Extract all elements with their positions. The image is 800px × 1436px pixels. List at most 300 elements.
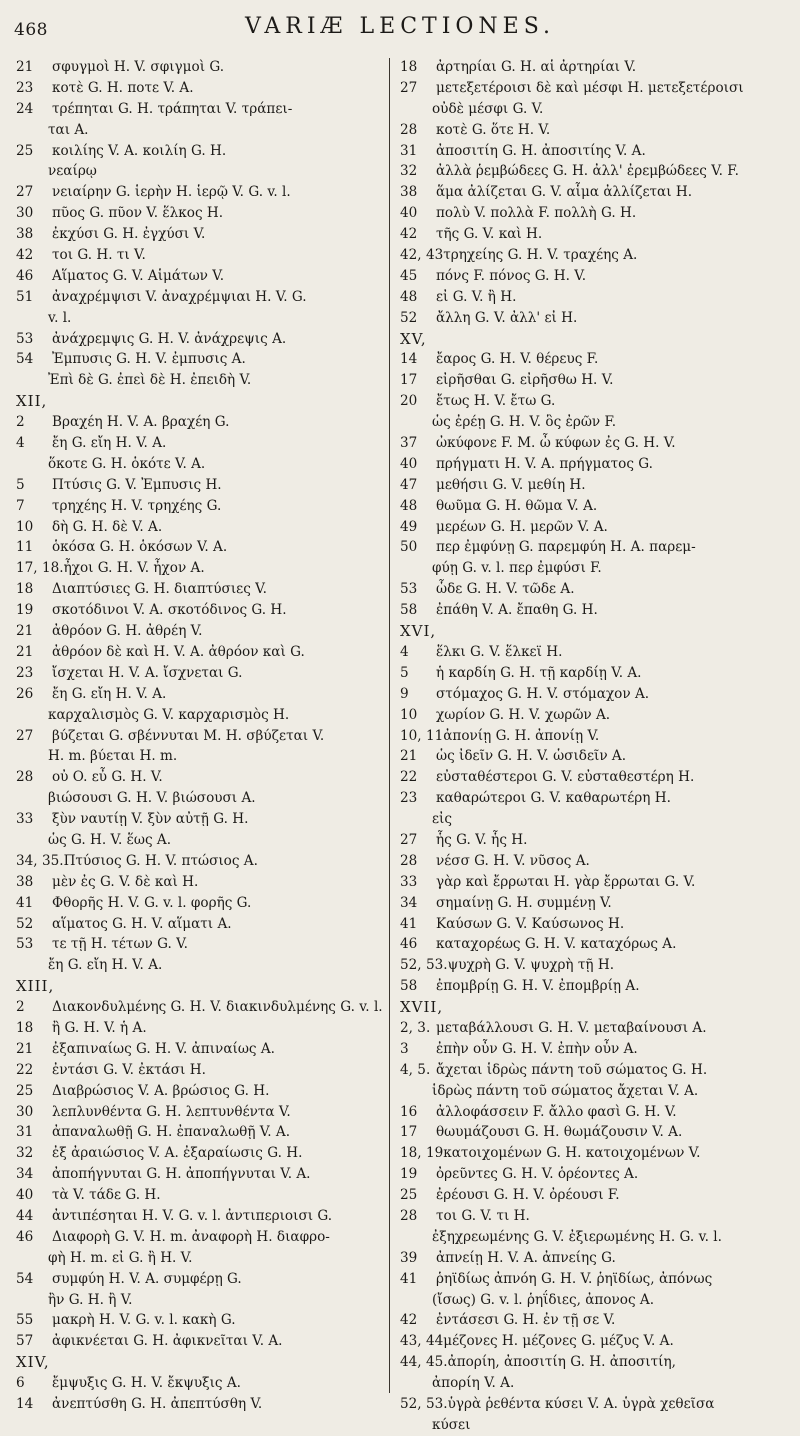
variant-entry [16,182,386,203]
variant-entry [400,1018,794,1039]
variant-text: ἀρτηρίαι G. H. αἱ ἀρτηρίαι V. [436,59,637,75]
variant-text: ἔη G. εἴη H. V. A. [52,435,167,452]
variant-entry [400,1185,794,1206]
line-number: 43, 44 [400,1333,444,1350]
variant-text: ὡς ἐρέῃ G. H. V. ὃς ἐρῶν F. [432,414,617,431]
variant-text: νέσσ G. H. V. νῦσος A. [436,852,590,869]
variant-text: συμφύη H. V. A. συμφέρῃ G. [52,1270,242,1287]
variant-entry [16,475,386,496]
variant-text: ται A. [48,121,89,138]
line-number: 14 [400,351,418,368]
variant-entry [16,287,386,308]
variant-entry [16,412,386,433]
variant-text: ὁκόσα G. H. ὁκόσων V. A. [52,539,228,556]
line-number: 38 [16,226,34,243]
variant-entry [400,1102,794,1123]
variant-entry [400,370,794,391]
variant-text: ἐπάθη V. A. ἔπαθη G. H. [436,602,598,619]
line-number: 48 [400,497,418,514]
variant-text: ἔτως H. V. ἔτω G. [436,393,556,410]
line-number: 58 [400,602,418,619]
variant-entry [16,224,386,245]
variant-entry [400,976,794,997]
line-number: 51 [16,288,34,305]
variant-text: τρηχέης H. V. τρηχέης G. [52,497,222,514]
variant-entry [400,934,794,955]
variant-text: μὲν ἐς G. V. δὲ καὶ H. [52,873,199,890]
variant-entry [16,349,386,370]
variant-entry [16,726,386,747]
variant-entry [16,370,386,391]
line-number: 18 [16,1019,34,1036]
line-number: 42 [16,247,34,264]
variant-entry [16,621,386,642]
variant-text: τοι G. H. τι V. [52,247,146,264]
variant-text: κοιλίης V. A. κοιλίη G. H. [52,142,227,159]
variant-text: ἄχεται ἱδρὼς πάντη τοῦ σώματος G. H. [436,1061,708,1078]
line-number: 44, 45. [400,1354,448,1371]
line-number: 9 [400,685,409,702]
variant-entry [400,1039,794,1060]
variant-text: πῦος G. πῦον V. ἕλκος H. [52,205,224,222]
variant-text: ἧς G. V. ἧς H. [436,831,528,848]
line-number: 42, 43 [400,247,444,264]
variant-entry [400,1227,794,1248]
variant-text: σημαίνῃ G. H. συμμένῃ V. [436,894,612,911]
variant-text: ἐξ ἀραιώσιος V. A. ἐξαραίωσις G. H. [52,1145,303,1162]
variant-text: ἢν G. H. ἢ V. [48,1291,133,1308]
line-number: 10 [16,518,34,535]
variant-entry [400,1310,794,1331]
variant-entry [16,1394,386,1415]
variant-text: κύσει [432,1416,471,1433]
variant-entry [16,203,386,224]
variant-text: ἐπομβρίῃ G. H. V. ἐπομβρίῃ A. [436,978,640,995]
variant-entry [16,1206,386,1227]
variant-text: ἀθρόον δὲ καὶ H. V. A. ἀθρόον καὶ G. [52,643,305,660]
variant-text: ἀποσιτίη G. H. ἀποσιτίης V. A. [436,142,646,159]
line-number: 33 [16,811,34,828]
variant-text: ἀπαναλωθῇ G. H. ἐπαναλωθῇ V. A. [52,1124,291,1141]
variant-text: ἴσχεται H. V. A. ἴσχνεται G. [52,664,243,681]
line-number: 21 [400,748,418,765]
variant-text: ὡς G. H. V. ἕως A. [48,831,172,848]
line-number: 38 [16,873,34,890]
variant-entry [16,705,386,726]
variant-text: οὐδὲ μέσφι G. V. [432,100,544,117]
variant-entry [16,1164,386,1185]
variant-text: ἀφικνέεται G. H. ἀφικνεῖται V. A. [52,1333,283,1350]
variant-text: ἕλκι G. V. ἕλκεϊ H. [436,643,563,660]
variant-text: ἐντάσεσι G. H. ἐν τῇ σε V. [436,1312,616,1329]
variant-text: πρήγματι H. V. A. πρήγματος G. [436,455,653,472]
variant-entry [16,893,386,914]
line-number: 57 [16,1333,34,1350]
variant-text: χωρίον G. H. V. χωρῶν A. [436,706,611,723]
variant-text: ψυχρὴ G. V. ψυχρὴ τῇ H. [447,957,615,974]
variant-text: αἵματος G. H. V. αἵματι A. [52,915,232,932]
variant-entry [16,809,386,830]
variant-entry [16,1122,386,1143]
variant-entry [400,705,794,726]
variant-entry [16,1248,386,1269]
line-number: 11 [16,539,34,556]
variant-entry [16,579,386,600]
variant-entry [400,767,794,788]
line-number: 28 [400,852,418,869]
variant-entry [400,1164,794,1185]
line-number: 32 [16,1145,34,1162]
section-heading [16,1352,386,1373]
line-number: 4, 5. [400,1061,431,1078]
line-number: 31 [400,142,418,159]
variant-text: ἀνάχρεμψις G. H. V. ἀνάχρεψις A. [52,330,287,347]
variant-entry [16,1081,386,1102]
variant-text: εἰ G. V. ἢ H. [436,288,517,305]
variant-entry [400,1060,794,1081]
variant-text: ὠκύφονε F. M. ὦ κύφων ἐς G. H. V. [436,435,676,452]
variant-text: ἔαρος G. H. V. θέρευς F. [436,351,599,368]
variant-entry [16,1331,386,1352]
line-number: 2, 3. [400,1019,431,1036]
line-number: 49 [400,518,418,535]
line-number: 20 [400,393,418,410]
variant-text: εἰς [432,811,452,828]
line-number: 27 [400,831,418,848]
variant-text: Πτύσιος G. H. V. πτώσιος A. [63,852,258,869]
section-numeral: XV, [400,329,427,348]
line-number: 30 [16,1103,34,1120]
line-number: 45 [400,267,418,284]
line-number: 40 [400,455,418,472]
variant-text: ὅκοτε G. H. ὁκότε V. A. [48,455,206,472]
variant-entry [16,1269,386,1290]
variant-entry [16,663,386,684]
variant-text: μέζονες H. μέζονες G. μέζυς V. A. [443,1333,674,1350]
line-number: 46 [16,1228,34,1245]
variant-entry [16,433,386,454]
variant-text: ἡ καρδίη G. H. τῇ καρδίῃ V. A. [436,664,642,681]
variant-text: φύῃ G. v. l. περ ἐμφύσι F. [432,560,602,577]
variant-entry [400,579,794,600]
variant-entry [400,955,794,976]
variant-entry [16,600,386,621]
variant-text: ἐξηχρεωμένης G. V. ἐξιερωμένης H. G. v. l. [432,1228,722,1245]
variant-entry [16,1373,386,1394]
line-number: 2 [16,999,25,1016]
variant-text: Διαφορὴ G. V. H. m. ἀναφορὴ H. διαφρο- [52,1228,330,1245]
line-number: 22 [400,769,418,786]
line-number: 10 [400,706,418,723]
variant-entry [400,788,794,809]
line-number: 25 [400,1187,418,1204]
variant-text: ἐξαπιναίως G. H. V. ἀπιναίως A. [52,1040,275,1057]
line-number: 25 [16,1082,34,1099]
line-number: 54 [16,1270,34,1287]
variant-entry [400,893,794,914]
variant-entry [400,684,794,705]
variant-entry [400,851,794,872]
variant-text: Καύσων G. V. Καύσωνος H. [436,915,625,932]
variant-entry [400,349,794,370]
variant-entry [400,182,794,203]
variant-entry [16,57,386,78]
variant-text: ἀπορίη V. A. [432,1375,515,1392]
variant-entry [16,955,386,976]
variant-entry [400,475,794,496]
variant-entry [400,746,794,767]
line-number: 31 [16,1124,34,1141]
line-number: 58 [400,978,418,995]
variant-text: ἀθρόον G. H. ἀθρέη V. [52,623,203,640]
variant-entry [16,767,386,788]
variant-text: βιώσουσι G. H. V. βιώσουσι A. [48,790,256,807]
variant-entry [16,830,386,851]
variant-entry [16,997,386,1018]
line-number: 28 [16,769,34,786]
variant-entry [16,1143,386,1164]
variant-entry [400,141,794,162]
variant-text: περ ἐμφύνῃ G. παρεμφύη H. A. παρεμ- [436,539,696,556]
variant-entry [400,224,794,245]
variant-text: ἔη G. εἴη H. V. A. [52,685,167,702]
variant-text: ἀποπήγνυται G. H. ἀποπήγνυται V. A. [52,1166,311,1183]
variant-text: Ἐπὶ δὲ G. ἐπεὶ δὲ H. ἐπειδὴ V. [48,372,252,389]
variant-text: κοτὲ G. H. ποτε V. A. [52,79,194,96]
line-number: 33 [400,873,418,890]
variant-text: Διαπτύσιες G. H. διαπτύσιες V. [52,581,267,598]
line-number: 39 [400,1249,418,1266]
variant-text: ἀπονίῃ G. H. ἀπονίῃ V. [443,727,600,744]
variant-entry [400,726,794,747]
variant-text: ἐρέουσι G. H. V. ὀρέουσι F. [436,1187,620,1204]
variant-text: τρέπηται G. H. τράπηται V. τράπει- [52,100,293,117]
line-number: 41 [16,894,34,911]
variant-text: τοι G. V. τι H. [436,1207,530,1224]
line-number: 5 [400,664,409,681]
line-number: 17 [400,1124,418,1141]
variant-text: ξὺν ναυτίῃ V. ξὺν αὐτῇ G. H. [52,811,249,828]
variant-text: ἀπνείῃ H. V. A. ἀπνείης G. [436,1249,616,1266]
variant-entry [16,1018,386,1039]
variant-entry [400,517,794,538]
variant-text: ἔη G. εἴη H. V. A. [48,957,163,974]
variant-text: ἢ G. H. V. ἡ A. [52,1019,147,1036]
line-number: 46 [16,267,34,284]
variant-text: Βραχέη H. V. A. βραχέη G. [52,414,230,431]
running-head: VARIÆ LECTIONES. [244,14,556,39]
variant-text: ἄλλη G. V. ἀλλ' εἰ H. [436,309,578,326]
line-number: 55 [16,1312,34,1329]
line-number: 21 [16,59,34,75]
variant-text: ἱδρὼς πάντη τοῦ σώματος ἄχεται V. A. [432,1082,699,1099]
line-number: 44 [16,1207,34,1224]
line-number: 2 [16,414,25,431]
variant-text: νειαίρην G. ἱερὴν H. ἱερῷ V. G. v. l. [52,184,291,201]
variant-entry [16,329,386,350]
variant-entry [400,391,794,412]
variant-text: Διαβρώσιος V. A. βρώσιος G. H. [52,1082,270,1099]
variant-text: ἐπὴν οὖν G. H. V. ἐπὴν οὖν A. [436,1040,638,1057]
line-number: 34 [400,894,418,911]
section-heading [400,621,794,642]
variant-text: πολὺ V. πολλὰ F. πολλὴ G. H. [436,205,637,222]
variant-entry [400,287,794,308]
variant-entry [400,1248,794,1269]
variant-entry [16,1310,386,1331]
variant-text: δὴ G. H. δὲ V. A. [52,518,163,535]
variant-entry [400,1415,794,1436]
variant-entry [16,141,386,162]
variant-entry [400,308,794,329]
variant-entry [16,1102,386,1123]
variant-text: θωυμάζουσι G. H. θωμάζουσιν V. A. [436,1124,683,1141]
variant-text: ἐκχύσι G. H. ἐγχύσι V. [52,226,206,243]
variant-entry [400,1373,794,1394]
variant-entry [16,872,386,893]
variant-text: καθαρώτεροι G. V. καθαρωτέρη H. [436,790,671,807]
variant-entry [400,454,794,475]
line-number: 23 [16,79,34,96]
variant-entry [400,1394,794,1415]
line-number: 27 [16,727,34,744]
line-number: 6 [16,1375,25,1392]
variant-text: μετεξετέροισι δὲ καὶ μέσφι H. μετεξετέροισι [436,79,744,96]
line-number: 21 [16,1040,34,1057]
variant-text: τῆς G. V. καὶ H. [436,226,543,243]
variant-entry [400,642,794,663]
line-number: 52 [400,309,418,326]
variant-entry [400,1269,794,1290]
variant-text: ἐντάσι G. V. ἐκτάσι H. [52,1061,206,1078]
variant-text: H. m. βύεται H. m. [48,748,178,765]
variant-text: μερέων G. H. μερῶν V. A. [436,518,608,535]
line-number: 18 [400,59,418,75]
variant-entry [16,496,386,517]
variant-entry [400,245,794,266]
line-number: 52 [16,915,34,932]
variant-text: ὑγρὰ ῥεθέντα κύσει V. A. ὑγρὰ χεθεῖσα [447,1396,715,1412]
variant-text: θωῦμα G. H. θῶμα V. A. [436,497,598,514]
variant-entry [16,642,386,663]
variant-entry [16,558,386,579]
variant-entry [16,1227,386,1248]
line-number: 18, 19 [400,1145,444,1162]
section-heading [400,329,794,350]
variant-text: ὡς ἰδεῖν G. H. V. ὡσιδεῖν A. [436,748,627,765]
variant-text: σφυγμοὶ H. V. σφιγμοὶ G. [52,59,225,75]
variant-text: κοτὲ G. ὅτε H. V. [436,121,551,138]
line-number: 10, 11 [400,727,444,744]
column-rule [389,58,390,1393]
variant-text: πόνς F. πόνος G. H. V. [436,267,587,284]
variant-entry [16,99,386,120]
variant-text: v. l. [48,309,72,326]
variant-text: Φθορῆς H. V. G. v. l. φορῆς G. [52,894,252,911]
line-number: 4 [16,435,25,452]
line-number: 41 [400,915,418,932]
variant-text: καταχορέως G. H. V. καταχόρως A. [436,936,677,953]
variant-text: ἀλλοφάσσειν F. ἄλλο φασὶ G. H. V. [436,1103,677,1120]
left-column [16,57,386,1415]
variant-entry [400,1331,794,1352]
variant-text: εὐσταθέστεροι G. V. εὐσταθεστέρη H. [436,769,695,786]
variant-entry [400,558,794,579]
variant-text: οὐ O. εὖ G. H. V. [52,769,163,786]
variant-text: Ἐμπυσις G. H. V. ἐμπυσις A. [52,351,246,368]
variant-entry [16,537,386,558]
variant-text: κατοιχομένων G. H. κατοιχομένων V. [443,1145,701,1162]
variant-entry [16,788,386,809]
line-number: 18 [16,581,34,598]
variant-text: Πτύσις G. V. Ἐμπυσις H. [52,476,222,493]
section-numeral: XIV, [16,1353,50,1372]
variant-entry [400,663,794,684]
variant-text: ἔμψυξις G. H. V. ἔκψυξις A. [52,1375,242,1392]
variant-entry [16,1060,386,1081]
section-heading [16,976,386,997]
variant-text: ὧδε G. H. V. τῶδε A. [436,581,575,598]
line-number: 5 [16,476,25,493]
line-number: 17 [400,372,418,389]
variant-entry [400,914,794,935]
variant-entry [400,412,794,433]
variant-text: (ἴσως) G. v. l. ῥηΐδιες, ἀπονος A. [432,1291,655,1308]
variant-text: Αἵματος G. V. Αἱμάτων V. [52,267,225,284]
variant-entry [16,746,386,767]
variant-entry [400,600,794,621]
line-number: 32 [400,163,418,180]
variant-text: βύζεται G. σβέννυται M. H. σβύζεται V. [52,727,325,744]
variant-entry [400,161,794,182]
variant-entry [400,433,794,454]
line-number: 4 [400,643,409,660]
line-number: 38 [400,184,418,201]
line-number: 47 [400,476,418,493]
line-number: 48 [400,288,418,305]
variant-text: ἀνεπτύσθη G. H. ἀπεπτύσθη V. [52,1396,263,1412]
variant-entry [400,120,794,141]
line-number: 46 [400,936,418,953]
line-number: 3 [400,1040,409,1057]
line-number: 27 [16,184,34,201]
section-heading [16,391,386,412]
variant-text: ἀπορίη, ἀποσιτίη G. H. ἀποσιτίη, [447,1354,676,1371]
variant-text: ἀντιπέσηται H. V. G. v. l. ἀντιπεριοισι G. [52,1207,333,1224]
variant-text: τε τῇ H. τέτων G. V. [52,936,188,953]
variant-text: λεπλυνθέντα G. H. λεπτυνθέντα V. [52,1103,291,1120]
line-number: 28 [400,1207,418,1224]
line-number: 16 [400,1103,418,1120]
line-number: 37 [400,435,418,452]
variant-entry [16,78,386,99]
line-number: 14 [16,1396,34,1412]
variant-entry [16,1039,386,1060]
variant-entry [16,914,386,935]
line-number: 24 [16,100,34,117]
variant-entry [400,99,794,120]
variant-entry [400,809,794,830]
variant-entry [400,1143,794,1164]
line-number: 52, 53. [400,957,448,974]
line-number: 23 [400,790,418,807]
variant-entry [400,1081,794,1102]
variant-text: καρχαλισμὸς G. V. καρχαρισμὸς H. [48,706,290,723]
variant-entry [16,684,386,705]
line-number: 7 [16,497,25,514]
line-number: 19 [16,602,34,619]
line-number: 41 [400,1270,418,1287]
